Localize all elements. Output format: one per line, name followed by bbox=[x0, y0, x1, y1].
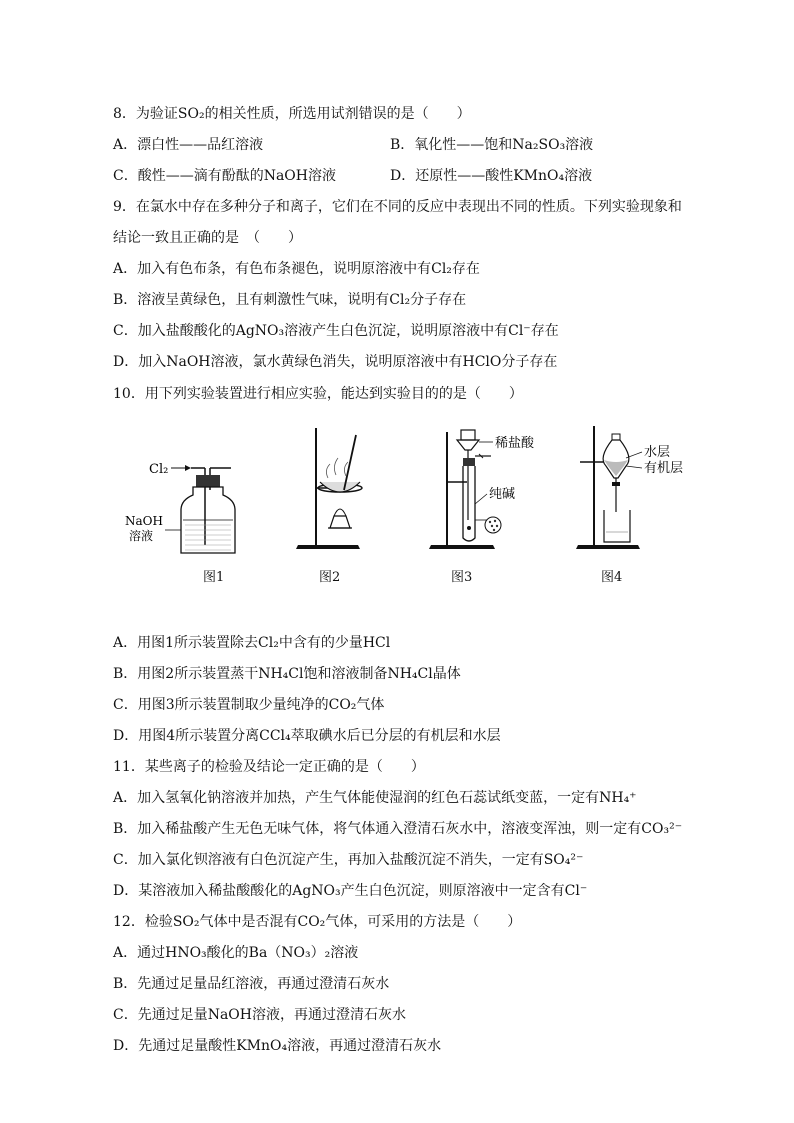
q8-option-a: A．漂白性——品红溶液 bbox=[113, 137, 264, 153]
q9-option-c: C．加入盐酸酸化的AgNO₃溶液产生白色沉淀，说明原溶液中有Cl⁻存在 bbox=[113, 323, 559, 339]
q10-option-d: D．用图4所示装置分离CCl₄萃取碘水后已分层的有机层和水层 bbox=[113, 728, 501, 744]
fig4-organic-layer-label: 有机层 bbox=[644, 461, 684, 476]
fig1-cl2-label: Cl₂ bbox=[149, 462, 169, 477]
figure-4-caption: 图4 bbox=[601, 570, 623, 585]
q9-option-a: A．加入有色布条，有色布条褪色，说明原溶液中有Cl₂存在 bbox=[113, 261, 480, 277]
q9-option-b: B．溶液呈黄绿色，且有刺激性气味，说明有Cl₂分子存在 bbox=[113, 292, 467, 308]
fig3-acid-label: 稀盐酸 bbox=[495, 436, 535, 451]
figure-3-co2-generator bbox=[423, 420, 553, 560]
fig4-water-layer-label: 水层 bbox=[644, 445, 671, 460]
q12-option-a: A．通过HNO₃酸化的Ba（NO₃）₂溶液 bbox=[113, 945, 359, 961]
q9-option-d: D．加入NaOH溶液，氯水黄绿色消失，说明原溶液中有HClO分子存在 bbox=[113, 354, 558, 370]
figure-1-gas-washing-bottle bbox=[113, 420, 253, 560]
fig3-soda-label: 纯碱 bbox=[489, 487, 516, 502]
q11-option-d: D．某溶液加入稀盐酸酸化的AgNO₃产生白色沉淀，则原溶液中一定含有Cl⁻ bbox=[113, 883, 588, 899]
q8-stem: 8．为验证SO₂的相关性质，所选用试剂错误的是（ ） bbox=[113, 106, 471, 122]
q10-option-c: C．用图3所示装置制取少量纯净的CO₂气体 bbox=[113, 697, 385, 713]
q12-option-b: B．先通过足量品红溶液，再通过澄清石灰水 bbox=[113, 976, 390, 992]
q12-option-d: D．先通过足量酸性KMnO₄溶液，再通过澄清石灰水 bbox=[113, 1038, 442, 1054]
q11-option-b: B．加入稀盐酸产生无色无味气体，将气体通入澄清石灰水中，溶液变浑浊，则一定有CO₃²⁻ bbox=[113, 821, 683, 837]
q12-stem: 12．检验SO₂气体中是否混有CO₂气体，可采用的方法是（ ） bbox=[113, 914, 522, 930]
q8-option-d: D．还原性——酸性KMnO₄溶液 bbox=[390, 168, 593, 184]
q10-stem: 10．用下列实验装置进行相应实验，能达到实验目的的是（ ） bbox=[113, 386, 523, 402]
q10-option-a: A．用图1所示装置除去Cl₂中含有的少量HCl bbox=[113, 635, 391, 651]
q11-stem: 11．某些离子的检验及结论一定正确的是（ ） bbox=[113, 759, 425, 775]
fig1-naoh-label: NaOH bbox=[125, 514, 163, 528]
figure-3-caption: 图3 bbox=[451, 570, 473, 585]
q9-stem-line2: 结论一致且正确的是 （ ） bbox=[113, 230, 302, 246]
q11-option-a: A．加入氢氧化钠溶液并加热，产生气体能使湿润的红色石蕊试纸变蓝，一定有NH₄⁺ bbox=[113, 790, 637, 806]
fig1-solution-label: 溶液 bbox=[129, 529, 154, 543]
figure-4-separatory-funnel bbox=[568, 420, 698, 560]
q8-option-b: B．氧化性——饱和Na₂SO₃溶液 bbox=[390, 137, 594, 153]
q12-option-c: C．先通过足量NaOH溶液，再通过澄清石灰水 bbox=[113, 1007, 406, 1023]
q10-figures bbox=[113, 420, 684, 590]
q10-option-b: B．用图2所示装置蒸干NH₄Cl饱和溶液制备NH₄Cl晶体 bbox=[113, 666, 461, 682]
q9-stem-line1: 9．在氯水中存在多种分子和离子，它们在不同的反应中表现出不同的性质。下列实验现象和 bbox=[113, 199, 682, 215]
figure-1-caption: 图1 bbox=[203, 570, 225, 585]
figure-2-evaporation bbox=[288, 420, 388, 560]
figure-2-caption: 图2 bbox=[319, 570, 341, 585]
q11-option-c: C．加入氯化钡溶液有白色沉淀产生，再加入盐酸沉淀不消失，一定有SO₄²⁻ bbox=[113, 852, 584, 868]
q8-option-c: C．酸性——滴有酚酞的NaOH溶液 bbox=[113, 168, 336, 184]
